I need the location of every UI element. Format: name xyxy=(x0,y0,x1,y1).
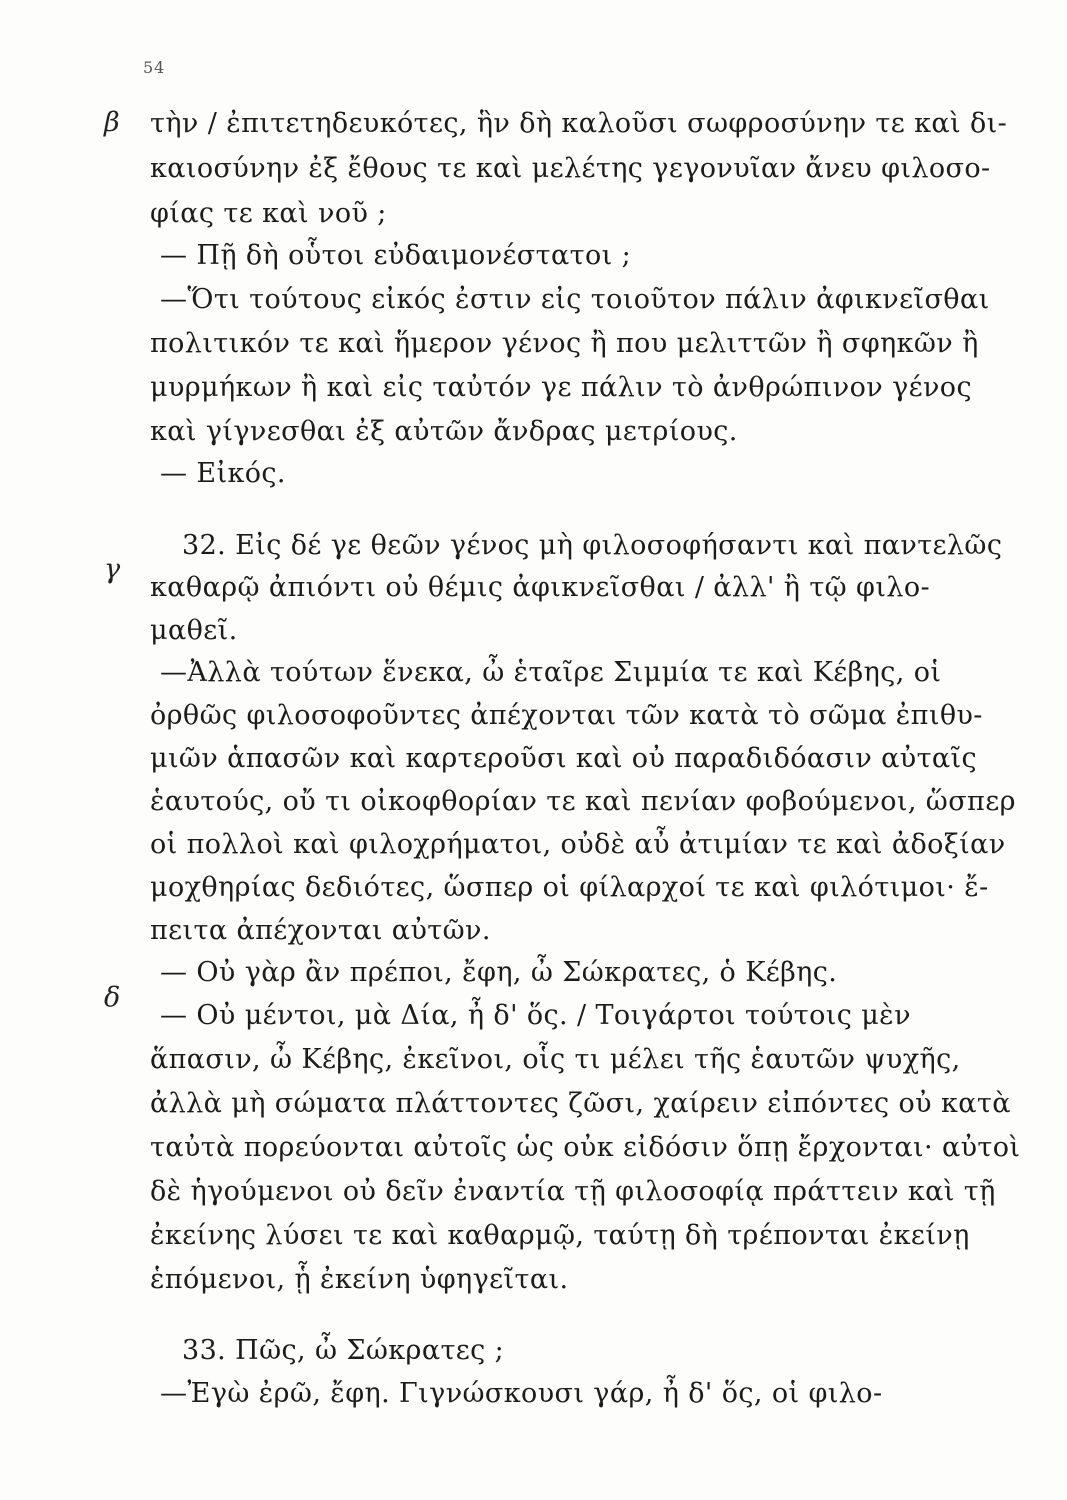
text-line: καιοσύνην ἐξ ἔθους τε καὶ μελέτης γεγονυῖαν ἄνευ φιλοσο- xyxy=(150,153,991,184)
dialogue-line: —Ἐγὼ ἐρῶ, ἔφη. Γιγνώσκουσι γάρ, ἦ δ' ὅς, οἱ φιλο- xyxy=(160,1378,883,1409)
text-line: καὶ γίγνεσθαι ἐξ αὐτῶν ἄνδρας μετρίους. xyxy=(150,416,738,447)
section-heading-line: 32. Εἰς δέ γε θεῶν γένος μὴ φιλοσοφήσαντι καὶ παντελῶς xyxy=(182,530,1003,561)
text-line: ἑαυτούς, οὔ τι οἰκοφθορίαν τε καὶ πενίαν φοβούμενοι, ὥσπερ xyxy=(150,786,1016,817)
dialogue-line: —Ὅτι τούτους εἰκός ἐστιν εἰς τοιοῦτον πάλιν ἀφικνεῖσθαι xyxy=(160,284,990,315)
dialogue-line: — Εἰκός. xyxy=(160,458,286,489)
text-line: μυρμήκων ἢ καὶ εἰς ταὐτόν γε πάλιν τὸ ἀνθρώπινον γένος xyxy=(150,372,972,403)
section-heading-line: 33. Πῶς, ὦ Σώκρατες ; xyxy=(182,1335,505,1366)
text-line: μοχθηρίας δεδιότες, ὥσπερ οἱ φίλαρχοί τε καὶ φιλότιμοι· ἔ- xyxy=(150,872,989,903)
page-number: 54 xyxy=(143,58,166,77)
text-line: ἐκείνης λύσει τε καὶ καθαρμῷ, ταύτῃ δὴ τρέπονται ἐκείνῃ xyxy=(150,1220,970,1251)
text-line: οἱ πολλοὶ καὶ φιλοχρήματοι, οὐδὲ αὖ ἀτιμίαν τε καὶ ἀδοξίαν xyxy=(150,829,1006,860)
dialogue-line: —Ἀλλὰ τούτων ἕνεκα, ὦ ἑταῖρε Σιμμία τε καὶ Κέβης, οἱ xyxy=(160,657,942,688)
text-line: ταὐτὰ πορεύονται αὐτοῖς ὡς οὐκ εἰδόσιν ὅπῃ ἔρχονται· αὐτοὶ xyxy=(150,1132,1021,1163)
text-line: δὲ ἡγούμενοι οὐ δεῖν ἐναντία τῇ φιλοσοφίᾳ πράττειν καὶ τῇ xyxy=(150,1176,996,1207)
margin-marker-beta: β xyxy=(104,107,120,138)
margin-marker-delta: δ xyxy=(104,982,121,1013)
dialogue-line: — Πῇ δὴ οὗτοι εὐδαιμονέστατοι ; xyxy=(160,240,632,271)
text-line: μαθεῖ. xyxy=(150,615,238,646)
text-line: ὀρθῶς φιλοσοφοῦντες ἀπέχονται τῶν κατὰ τὸ σῶμα ἐπιθυ- xyxy=(150,700,983,731)
text-line: πολιτικόν τε καὶ ἥμερον γένος ἢ που μελιττῶν ἢ σφηκῶν ἢ xyxy=(150,328,979,359)
text-line: τὴν / ἐπιτετηδευκότες, ἣν δὴ καλοῦσι σωφροσύνην τε καὶ δι- xyxy=(150,108,1008,139)
dialogue-line: — Οὐ μέντοι, μὰ Δία, ἦ δ' ὅς. / Τοιγάρτοι τούτοις μὲν xyxy=(160,1000,911,1031)
text-line: πειτα ἀπέχονται αὐτῶν. xyxy=(150,915,491,946)
text-line: ἑπόμενοι, ᾗ ἐκείνη ὑφηγεῖται. xyxy=(150,1264,569,1295)
text-line: μιῶν ἁπασῶν καὶ καρτεροῦσι καὶ οὐ παραδιδόασιν αὐταῖς xyxy=(150,743,978,774)
text-line: φίας τε καὶ νοῦ ; xyxy=(150,198,387,229)
text-line: ἅπασιν, ὦ Κέβης, ἐκεῖνοι, οἷς τι μέλει τῆς ἑαυτῶν ψυχῆς, xyxy=(150,1044,961,1075)
dialogue-line: — Οὐ γὰρ ἂν πρέποι, ἔφη, ὦ Σώκρατες, ὁ Κέβης. xyxy=(160,957,838,988)
margin-marker-gamma: γ xyxy=(104,554,121,585)
text-line: ἀλλὰ μὴ σώματα πλάττοντες ζῶσι, χαίρειν εἰπόντες οὐ κατὰ xyxy=(150,1088,1011,1119)
text-line: καθαρῷ ἀπιόντι οὐ θέμις ἀφικνεῖσθαι / ἀλλ' ἢ τῷ φιλο- xyxy=(150,572,931,603)
